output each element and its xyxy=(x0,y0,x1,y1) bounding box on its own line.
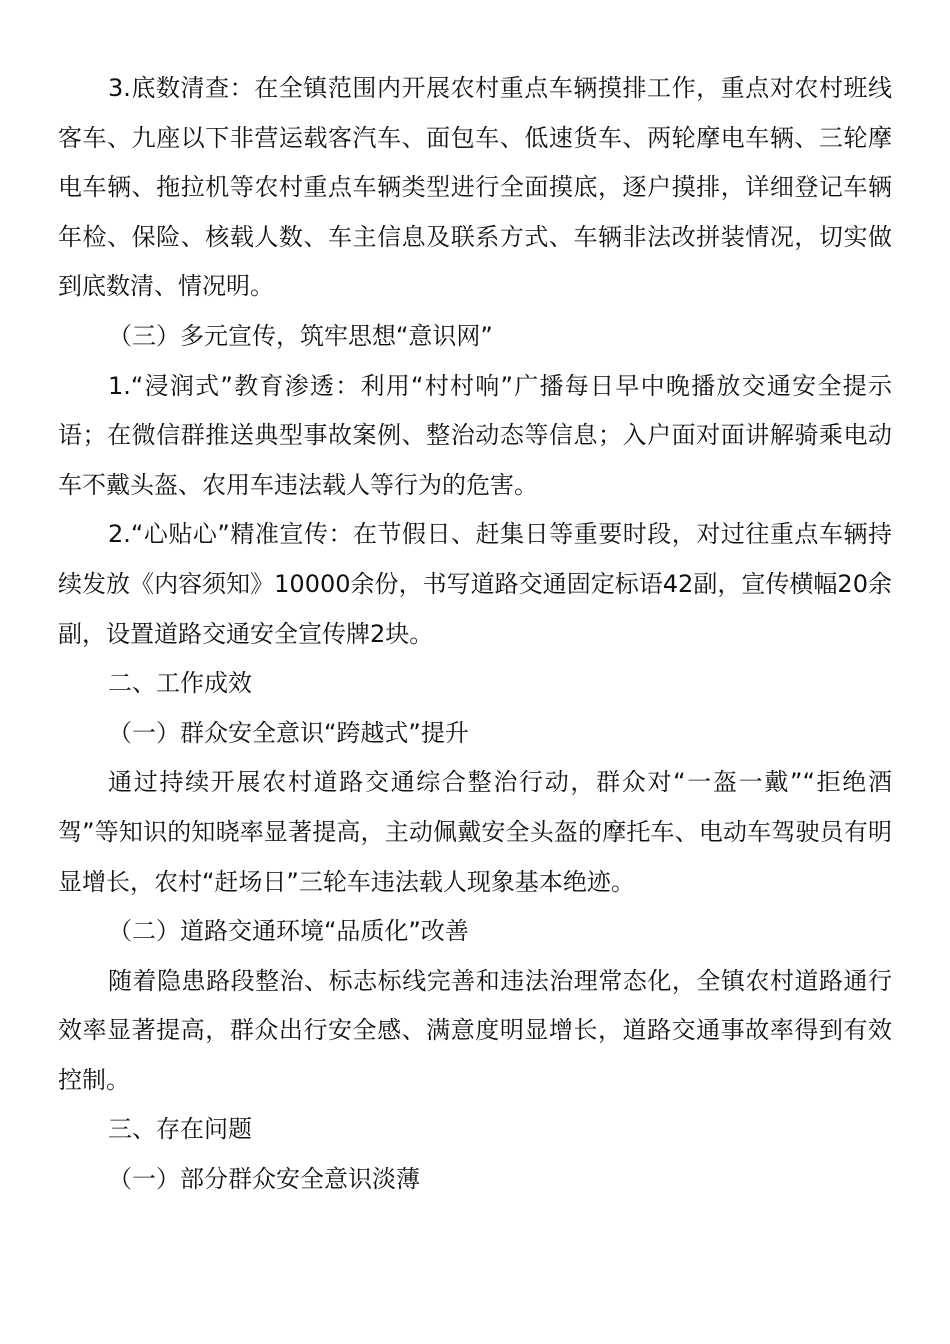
section-heading-environment: （二）道路交通环境“品质化”改善 xyxy=(108,917,469,946)
paragraph-awareness-results: 通过持续开展农村道路交通综合整治行动，群众对“一盔一戴”“拒绝酒驾”等知识的知晓率显著提高，主动佩戴安全头盔的摩托车、电动车驾驶员有明显增长，农村“赶场日”三轮车违法载人现象基本绝迹。 xyxy=(58,768,892,896)
section-heading-awareness: （一）群众安全意识“跨越式”提升 xyxy=(108,718,469,747)
paragraph-environment-results: 随着隐患路段整治、标志标线完善和违法治理常态化，全镇农村道路通行效率显著提高，群众出行安全感、满意度明显增长，道路交通事故率得到有效控制。 xyxy=(58,966,892,1094)
paragraph-precise-publicity: 2.“心贴心”精准宣传：在节假日、赶集日等重要时段，对过往重点车辆持续发放《内容须知》10000余份，书写道路交通固定标语42副，宣传横幅20余副，设置道路交通安全宣传牌2块。 xyxy=(58,520,892,648)
section-heading-weak-awareness: （一）部分群众安全意识淡薄 xyxy=(108,1165,420,1194)
chapter-heading-results: 二、工作成效 xyxy=(108,669,252,698)
document-page xyxy=(58,64,892,1205)
section-heading-publicity: （三）多元宣传，筑牢思想“意识网” xyxy=(108,321,493,350)
paragraph-immersive-education: 1.“浸润式”教育渗透：利用“村村响”广播每日早中晚播放交通安全提示语；在微信群推送典型事故案例、整治动态等信息；入户面对面讲解骑乘电动车不戴头盔、农用车违法载人等行为的危害。 xyxy=(58,371,892,499)
paragraph-vehicle-survey: 3.底数清查：在全镇范围内开展农村重点车辆摸排工作，重点对农村班线客车、九座以下非营运载客汽车、面包车、低速货车、两轮摩电车辆、三轮摩电车辆、拖拉机等农村重点车辆类型进行全面摸底，逐户摸排，详细登记车辆年检、保险、核载人数、车主信息及联系方式、车辆非法改拼装情况，切实做到底数清、情况明。 xyxy=(58,74,892,301)
chapter-heading-problems: 三、存在问题 xyxy=(108,1115,252,1144)
